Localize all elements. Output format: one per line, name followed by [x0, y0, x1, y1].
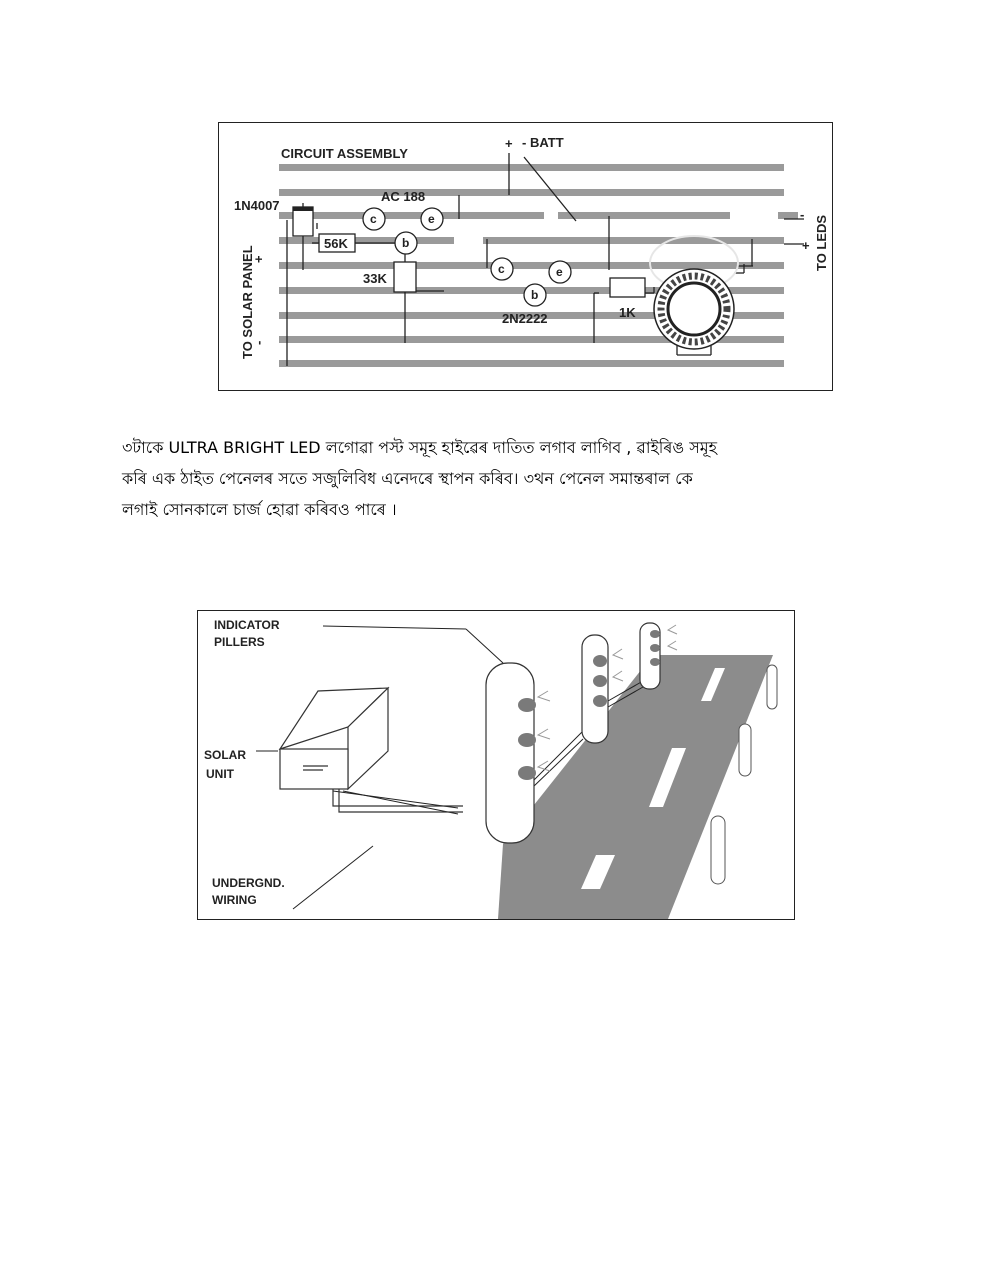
r56k-label: 56K [324, 236, 348, 251]
solar-label-1: SOLAR [204, 748, 246, 762]
r1k-label: 1K [619, 305, 636, 320]
batt-label: - BATT [522, 135, 564, 150]
solar-unit [280, 688, 463, 812]
paragraph-line-2: কৰি এক ঠাইত পেনেলৰ সতে সজুলিবিধ এনেদৰে স্থাপন কৰিব। ৩থন পেনেল সমান্তৰাল কে [122, 469, 693, 488]
2n2222-label: 2N2222 [502, 311, 548, 326]
resistor-1k [610, 278, 645, 297]
leds-minus: - [800, 207, 805, 222]
wiring-label-1: UNDERGND. [212, 876, 285, 890]
highway-scene-figure [197, 610, 795, 920]
batt-plus: + [505, 136, 513, 151]
r33k-label: 33K [363, 271, 387, 286]
solar-label-2: UNIT [206, 767, 234, 781]
circuit-diagram [219, 123, 832, 390]
diode-1n4007 [293, 207, 313, 236]
assamese-paragraph [122, 432, 842, 525]
solar-plus: + [251, 255, 266, 263]
to-leds-label: TO LEDS [814, 214, 829, 271]
indicator-label-1: INDICATOR [214, 618, 280, 632]
pin-e2: e [556, 265, 563, 279]
resistor-33k [394, 262, 416, 292]
to-solar-panel-label: TO SOLAR PANEL [240, 245, 255, 359]
leds-plus: + [802, 238, 810, 253]
pin-b1: b [402, 236, 410, 250]
paragraph-line-3: লগাই সোনকালে চাৰ্জ হোৱা কৰিবও পাৰে । [122, 500, 397, 519]
diode-label: 1N4007 [234, 198, 280, 213]
pin-e1: e [428, 212, 435, 226]
paragraph-line-1: ৩টাকে ULTRA BRIGHT LED লগোৱা পস্ট সমূহ হাইৱেৰ দাতিত লগাব লাগিব , ৱাইৰিঙ সমূহ [122, 438, 718, 457]
circuit-title: CIRCUIT ASSEMBLY [281, 146, 408, 161]
highway-diagram [198, 611, 794, 919]
solar-minus: - [251, 340, 266, 345]
ac188-label: AC 188 [381, 189, 426, 204]
pin-c1: c [370, 212, 377, 226]
pin-b2: b [531, 288, 539, 302]
circuit-assembly-figure [218, 122, 833, 391]
pin-c2: c [498, 262, 505, 276]
wires [287, 153, 804, 366]
indicator-label-2: PILLERS [214, 635, 265, 649]
road [498, 655, 773, 919]
wiring-label-2: WIRING [212, 893, 257, 907]
toroid-coil [650, 236, 738, 349]
